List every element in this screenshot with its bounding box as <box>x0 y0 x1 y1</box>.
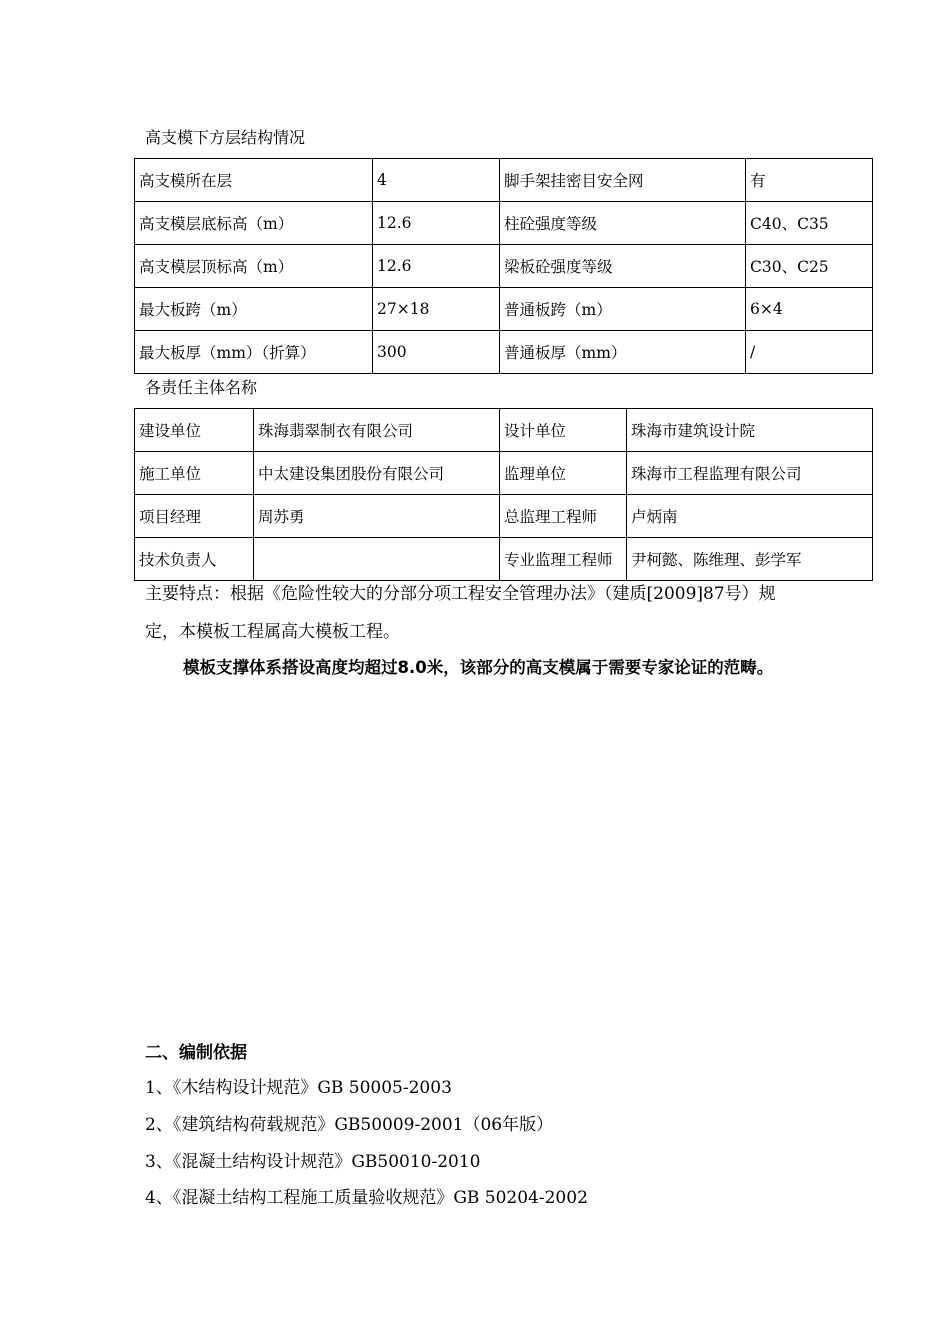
table-cell: 高支模层顶标高（m） <box>135 245 373 288</box>
table-cell: C40、C35 <box>746 202 873 245</box>
table-cell: 高支模所在层 <box>135 159 373 202</box>
table-cell: 最大板厚（mm）（折算） <box>135 331 373 374</box>
table-cell: 项目经理 <box>135 495 254 538</box>
table-row <box>135 409 873 452</box>
table-cell: 珠海市建筑设计院 <box>627 409 873 452</box>
table-cell: 柱砼强度等级 <box>500 202 746 245</box>
table-cell: 专业监理工程师 <box>500 538 627 581</box>
table-cell: / <box>746 331 873 374</box>
table-cell: 梁板砼强度等级 <box>500 245 746 288</box>
table-cell: 普通板厚（mm） <box>500 331 746 374</box>
table-cell: 27×18 <box>373 288 500 331</box>
basis-item: 4、《混凝土结构工程施工质量验收规范》GB 50204-2002 <box>145 1188 588 1208</box>
table-cell: 周苏勇 <box>254 495 500 538</box>
table-row <box>135 245 873 288</box>
table-cell: 4 <box>373 159 500 202</box>
structure-caption: 高支模下方层结构情况 <box>145 128 306 147</box>
basis-heading: 二、编制依据 <box>145 1043 247 1063</box>
table-cell: 监理单位 <box>500 452 627 495</box>
table-cell <box>254 538 500 581</box>
table-cell: 建设单位 <box>135 409 254 452</box>
table-cell: 300 <box>373 331 500 374</box>
parties-table <box>134 408 873 581</box>
features-bold-line: 模板支撑体系搭设高度均超过8.0米，该部分的高支模属于需要专家论证的范畴。 <box>183 658 774 677</box>
table-row <box>135 159 873 202</box>
table-cell: 中太建设集团股份有限公司 <box>254 452 500 495</box>
table-cell: 脚手架挂密目安全网 <box>500 159 746 202</box>
table-row <box>135 538 873 581</box>
table-cell: 有 <box>746 159 873 202</box>
parties-caption: 各责任主体名称 <box>145 378 258 397</box>
features-line-2: 定，本模板工程属高大模板工程。 <box>145 622 400 642</box>
table-cell: 珠海市工程监理有限公司 <box>627 452 873 495</box>
table-cell: 普通板跨（m） <box>500 288 746 331</box>
table-row <box>135 495 873 538</box>
table-row <box>135 331 873 374</box>
table-cell: 珠海翡翠制衣有限公司 <box>254 409 500 452</box>
basis-item: 3、《混凝土结构设计规范》GB50010-2010 <box>145 1152 481 1172</box>
table-cell: 尹柯懿、陈维理、彭学军 <box>627 538 873 581</box>
table-cell: 高支模层底标高（m） <box>135 202 373 245</box>
table-cell: C30、C25 <box>746 245 873 288</box>
basis-item: 1、《木结构设计规范》GB 50005-2003 <box>145 1078 452 1098</box>
table-row <box>135 452 873 495</box>
basis-item: 2、《建筑结构荷载规范》GB50009-2001（06年版） <box>145 1115 554 1135</box>
table-cell: 12.6 <box>373 245 500 288</box>
table-cell: 技术负责人 <box>135 538 254 581</box>
structure-table <box>134 158 873 374</box>
table-cell: 最大板跨（m） <box>135 288 373 331</box>
table-cell: 12.6 <box>373 202 500 245</box>
table-cell: 施工单位 <box>135 452 254 495</box>
table-row <box>135 202 873 245</box>
table-cell: 6×4 <box>746 288 873 331</box>
table-cell: 总监理工程师 <box>500 495 627 538</box>
features-line-1: 主要特点：根据《危险性较大的分部分项工程安全管理办法》（建质[2009]87号）规 <box>145 584 776 604</box>
table-cell: 卢炳南 <box>627 495 873 538</box>
table-row <box>135 288 873 331</box>
table-cell: 设计单位 <box>500 409 627 452</box>
